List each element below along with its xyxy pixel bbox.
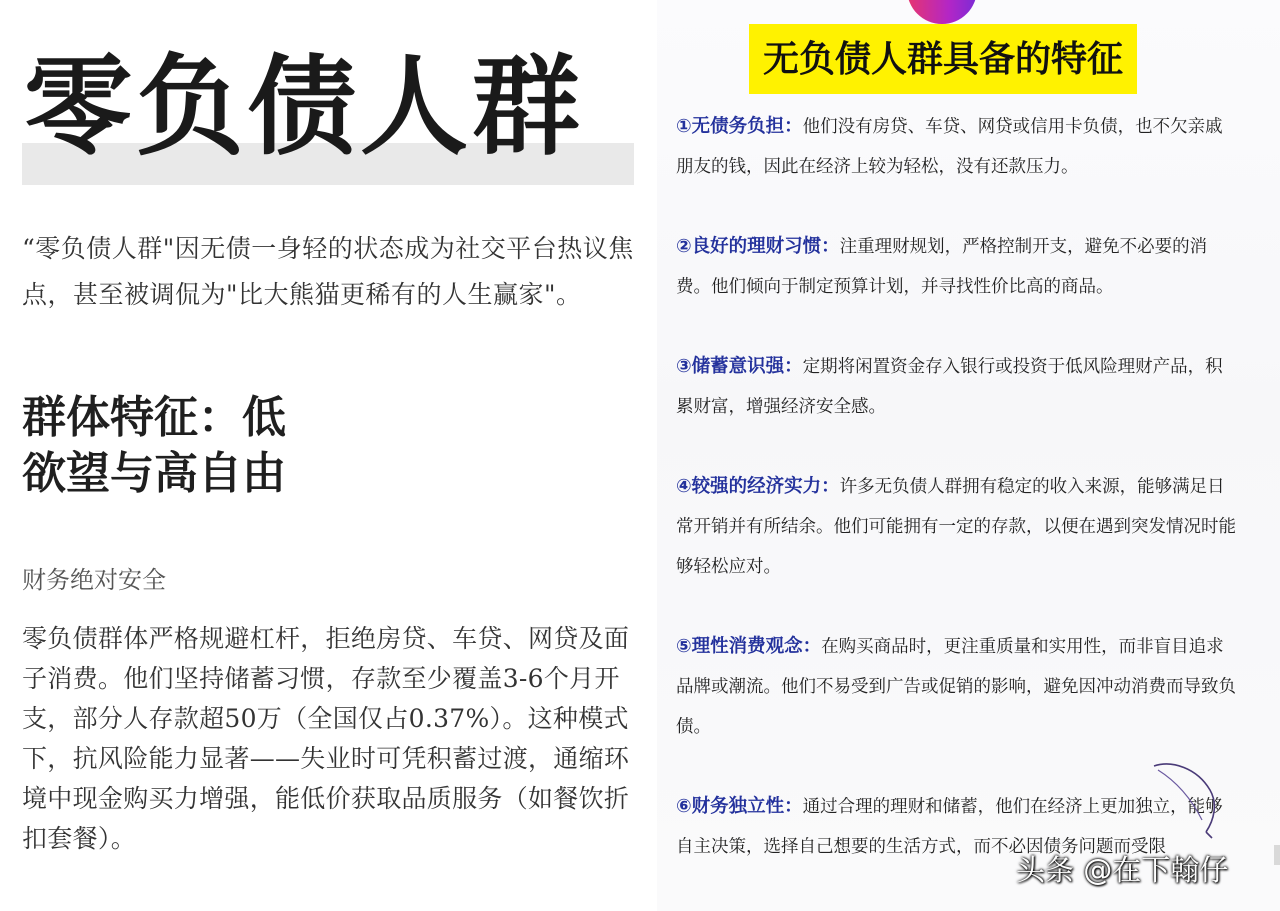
feather-pen-icon — [1152, 760, 1222, 840]
decorative-orb-icon — [907, 0, 977, 24]
section-heading — [22, 390, 362, 502]
page-title: 零负债人群 — [24, 44, 585, 170]
feature-label: ⑥财务独立性： — [676, 796, 803, 817]
section-subhead: 财务绝对安全 — [22, 566, 166, 594]
feature-text: 定期将闲置资金存入银行或投资于低风险理财产品，积累财富，增强经济安全感。 — [676, 357, 1223, 417]
feature-text: 许多无负债人群拥有稳定的收入来源，能够满足日常开销并有所结余。他们可能拥有一定的存款，以便在遇到突发情况时能够轻松应对。 — [676, 477, 1236, 577]
title-block — [22, 40, 634, 188]
feature-text: 注重理财规划，严格控制开支，避免不必要的消费。他们倾向于制定预算计划，并寻找性价比高的商品。 — [676, 237, 1208, 297]
feature-text: 在购买商品时，更注重质量和实用性，而非盲目追求品牌或潮流。他们不易受到广告或促销的影响，避免因冲动消费而导致负债。 — [676, 637, 1236, 737]
feature-label: ②良好的理财习惯： — [676, 236, 840, 257]
infographic-title: 无负债人群具备的特征 — [762, 39, 1123, 80]
feature-item-1 — [676, 107, 1236, 187]
right-infographic-panel — [657, 0, 1280, 911]
feature-label: ③储蓄意识强： — [676, 356, 803, 377]
feature-text: 他们没有房贷、车贷、网贷或信用卡负债，也不欠亲戚朋友的钱，因此在经济上较为轻松，没有还款压力。 — [676, 117, 1223, 177]
watermark: 头条 @在下翰仔 — [1016, 853, 1229, 887]
feature-item-4 — [676, 467, 1236, 587]
section-heading-line1: 群体特征：低 — [22, 392, 286, 443]
intro-paragraph: “零负债人群"因无债一身轻的状态成为社交平台热议焦点，甚至被调侃为"比大熊猫更稀有的人生赢家"。 — [22, 234, 634, 309]
section-heading-line2: 欲望与高自由 — [22, 448, 286, 499]
feature-label: ①无债务负担： — [676, 116, 803, 137]
feature-item-2 — [676, 227, 1236, 307]
edge-tab — [1274, 845, 1280, 865]
feature-item-5 — [676, 627, 1236, 747]
feature-item-3 — [676, 347, 1236, 427]
feature-text: 通过合理的理财和储蓄，他们在经济上更加独立，能够自主决策，选择自己想要的生活方式，而不必因债务问题而受限 — [676, 797, 1223, 857]
body-paragraph: 零负债群体严格规避杠杆，拒绝房贷、车贷、网贷及面子消费。他们坚持储蓄习惯，存款至少覆盖3-6个月开支，部分人存款超50万（全国仅占0.37%）。这种模式下，抗风险能力显著——失业时可凭积蓄过渡，通缩环境中现金购买力增强，能低价获取品质服务（如餐饮折扣套餐）。 — [22, 624, 630, 853]
feature-label: ⑤理性消费观念： — [676, 636, 822, 657]
feature-label: ④较强的经济实力： — [676, 476, 840, 497]
